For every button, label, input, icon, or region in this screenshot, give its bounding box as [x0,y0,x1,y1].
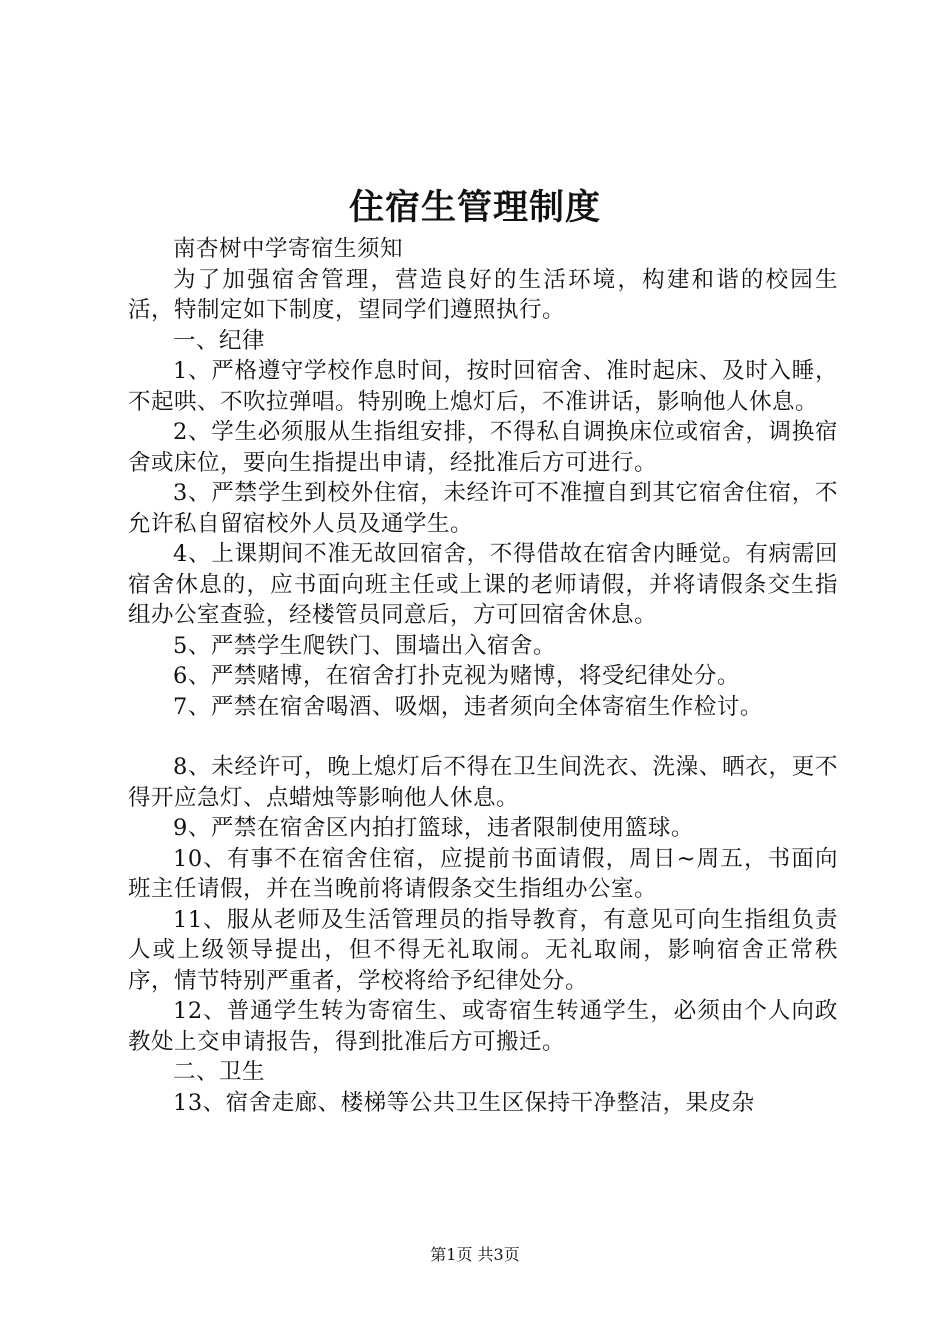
rule-10: 10、有事不在宿舍住宿，应提前书面请假，周日~周五，书面向班主任请假，并在当晚前将请假条交生指组办公室。 [128,845,838,902]
rule-4: 4、上课期间不准无故回宿舍，不得借故在宿舍内睡觉。有病需回宿舍休息的，应书面向班主任或上课的老师请假，并将请假条交生指组办公室查验，经楼管员同意后，方可回宿舍休息。 [128,541,838,628]
rule-3: 3、严禁学生到校外住宿，未经许可不准擅自到其它宿舍住宿，不允许私自留宿校外人员及通学生。 [128,480,838,537]
rule-6: 6、严禁赌博，在宿舍打扑克视为赌博，将受纪律处分。 [173,663,740,689]
rule-12: 12、普通学生转为寄宿生、或寄宿生转通学生，必须由个人向政教处上交申请报告，得到批准后方可搬迁。 [128,998,838,1055]
rule-1: 1、严格遵守学校作息时间，按时回宿舍、准时起床、及时入睡，不起哄、不吹拉弹唱。特别晚上熄灯后，不准讲话，影响他人休息。 [128,358,838,415]
document-body [128,234,838,1118]
page-footer: 第1页 共3页 [430,1245,520,1264]
rule-5: 5、严禁学生爬铁门、围墙出入宿舍。 [173,632,556,659]
rule-7: 7、严禁在宿舍喝酒、吸烟，违者须向全体寄宿生作检讨。 [173,693,763,720]
section-heading-discipline: 一、纪律 [173,327,266,354]
paragraph-intro: 为了加强宿舍管理，营造良好的生活环境，构建和谐的校园生活，特制定如下制度，望同学们遵照执行。 [128,266,838,323]
rule-9: 9、严禁在宿舍区内拍打篮球，违者限制使用篮球。 [173,815,694,841]
section-heading-hygiene: 二、卫生 [173,1059,266,1085]
rule-2: 2、学生必须服从生指组安排，不得私自调换床位或宿舍，调换宿舍或床位，要向生指提出申请，经批准后方可进行。 [128,419,838,476]
rule-11: 11、服从老师及生活管理员的指导教育，有意见可向生指组负责人或上级领导提出，但不得无礼取闹。无礼取闹，影响宿舍正常秩序，情节特别严重者，学校将给予纪律处分。 [128,906,838,994]
rule-13: 13、宿舍走廊、楼梯等公共卫生区保持干净整洁，果皮杂 [173,1089,755,1116]
document-title: 住宿生管理制度 [348,187,601,228]
rule-8: 8、未经许可，晚上熄灯后不得在卫生间洗衣、洗澡、晒衣，更不得开应急灯、点蜡烛等影响他人休息。 [128,754,838,811]
paragraph-school-notice: 南杏树中学寄宿生须知 [173,236,404,262]
